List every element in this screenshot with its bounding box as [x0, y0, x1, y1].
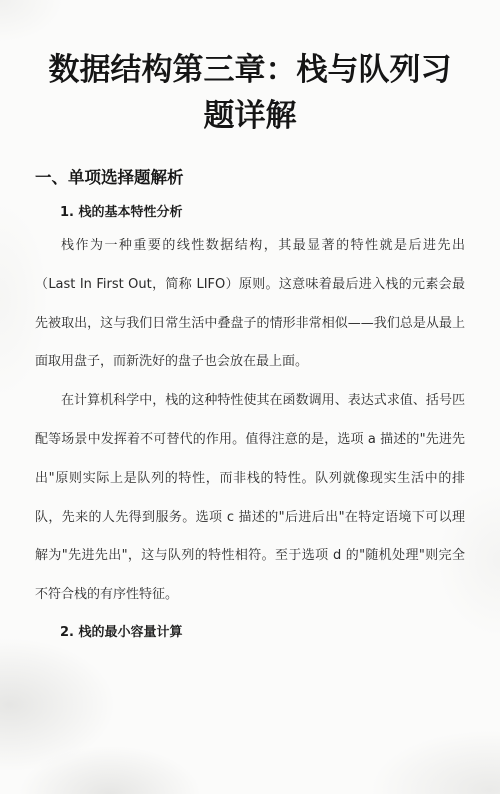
subsection-heading-stack-properties: 1. 栈的基本特性分析: [60, 205, 183, 220]
paragraph-lifo-principle: 栈作为一种重要的线性数据结构，其最显著的特性就是后进先出（Last In First Out，简称 LIFO）原则。这意味着最后进入栈的元素会最先被取出，这与我们日常生活中叠盘子的情形非常相似——我们总是从最上面取用盘子，而新洗好的盘子也会放在最上面。: [35, 238, 465, 370]
subsection-heading-min-capacity: 2. 栈的最小容量计算: [60, 624, 183, 640]
section-heading: 一、单项选择题解析: [35, 168, 184, 187]
subsection-body-stack-properties: [35, 227, 465, 615]
paragraph-stack-applications: 在计算机科学中，栈的这种特性使其在函数调用、表达式求值、括号匹配等场景中发挥着不可替代的作用。值得注意的是，选项 a 描述的"先进先出"原则实际上是队列的特性，而非栈的特性。队列就像现实生活中的排队，先来的人先得到服务。选项 c 描述的"后进后出"在特定语境下可以理解为"先进先出"，这与队列的特性相符。至于选项 d 的"随机处理"则完全不符合栈的有序性特征。: [35, 393, 465, 603]
document-title: 数据结构第三章：栈与队列习题详解: [48, 52, 452, 134]
